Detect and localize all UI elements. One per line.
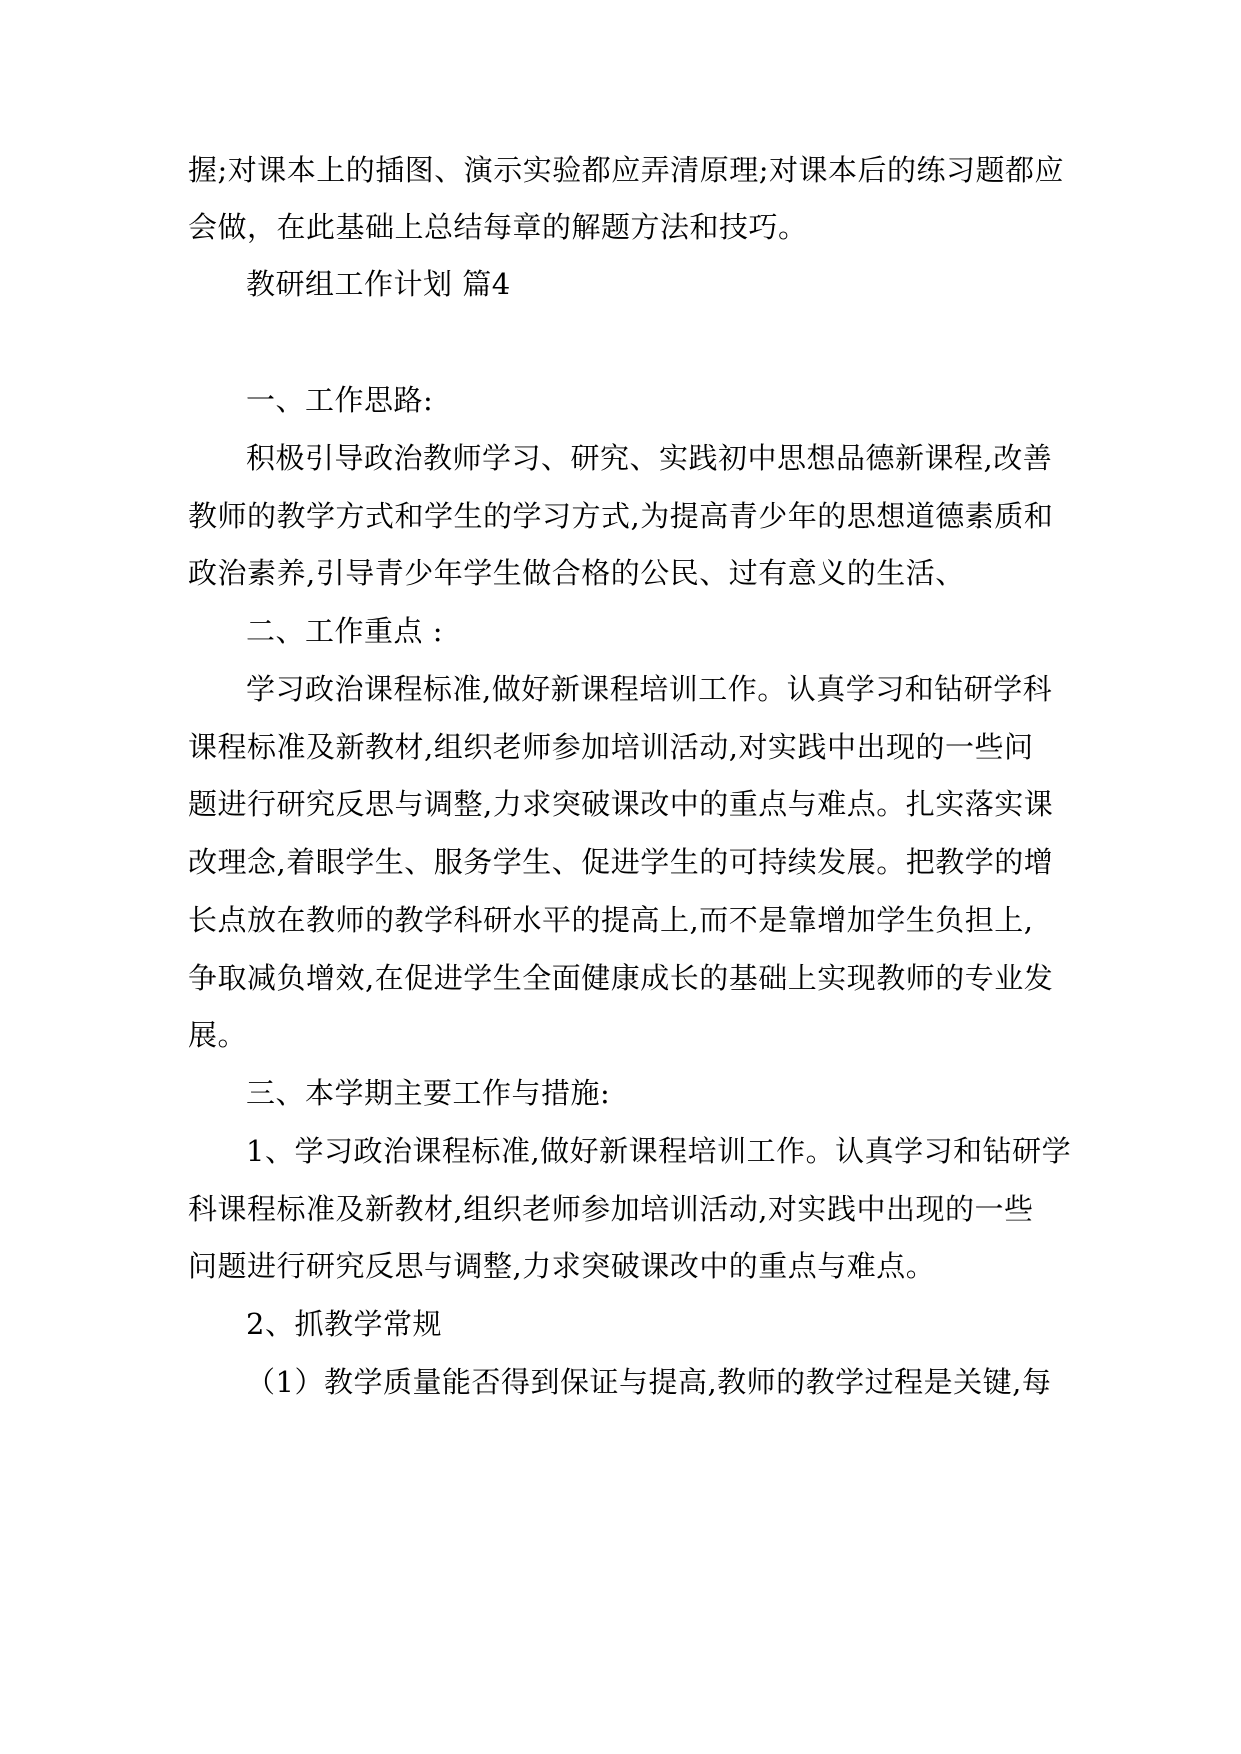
text-line: 政治素养,引导青少年学生做合格的公民、过有意义的生活、 xyxy=(188,556,965,590)
section-heading: 教研组工作计划 篇4 xyxy=(246,267,511,301)
section-heading: 一、工作思路: xyxy=(246,383,434,417)
text-line: （1）教学质量能否得到保证与提高,教师的教学过程是关键,每 xyxy=(246,1365,1052,1399)
text-line: 积极引导政治教师学习、研究、实践初中思想品德新课程,改善 xyxy=(246,441,1053,475)
text-line: 题进行研究反思与调整,力求突破课改中的重点与难点。扎实落实课 xyxy=(188,787,1054,821)
section-heading: 三、本学期主要工作与措施: xyxy=(246,1076,611,1110)
text-line: 学习政治课程标准,做好新课程培训工作。认真学习和钻研学科 xyxy=(246,672,1053,706)
text-line: 问题进行研究反思与调整,力求突破课改中的重点与难点。 xyxy=(188,1249,936,1283)
section-heading: 2、抓教学常规 xyxy=(246,1307,442,1341)
text-line: 1、学习政治课程标准,做好新课程培训工作。认真学习和钻研学 xyxy=(246,1134,1072,1168)
text-line: 科课程标准及新教材,组织老师参加培训活动,对实践中出现的一些 xyxy=(188,1192,1034,1226)
text-line: 争取减负增效,在促进学生全面健康成长的基础上实现教师的专业发 xyxy=(188,961,1054,995)
text-line: 改理念,着眼学生、服务学生、促进学生的可持续发展。把教学的增 xyxy=(188,845,1054,879)
text-line: 握;对课本上的插图、演示实验都应弄清原理;对课本后的练习题都应 xyxy=(188,153,1065,187)
text-line: 教师的教学方式和学生的学习方式,为提高青少年的思想道德素质和 xyxy=(188,499,1054,533)
section-heading: 二、工作重点 : xyxy=(246,614,443,648)
text-line: 展。 xyxy=(188,1018,248,1052)
text-line: 长点放在教师的教学科研水平的提高上,而不是靠增加学生负担上, xyxy=(188,903,1034,937)
text-line: 会做，在此基础上总结每章的解题方法和技巧。 xyxy=(188,210,808,244)
text-line: 课程标准及新教材,组织老师参加培训活动,对实践中出现的一些问 xyxy=(188,730,1034,764)
